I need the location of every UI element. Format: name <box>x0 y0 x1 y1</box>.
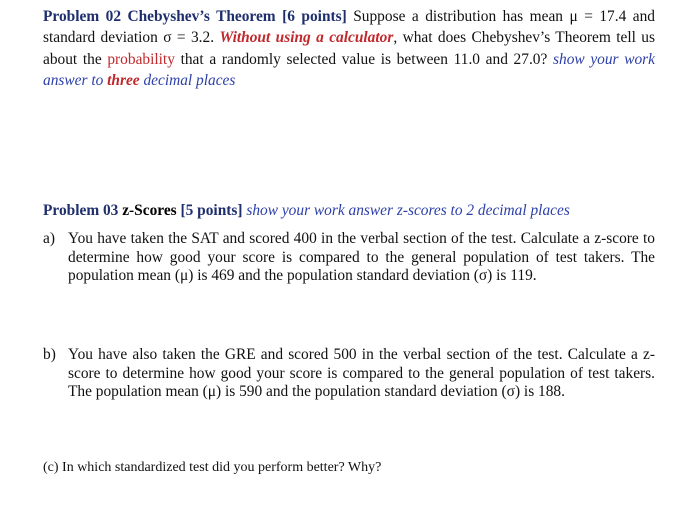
problem-02-heading: Problem 02 Chebyshev’s Theorem [6 points] <box>43 8 347 25</box>
problem-02-line-1 <box>43 6 655 27</box>
problem-02-line-4 <box>43 70 655 91</box>
part-b-text <box>68 346 655 402</box>
part-c-text: (c) In which standardized test did you perform better? Why? <box>43 460 382 475</box>
part-a-line-2: determine how good your score is compared to the general population of test takers. The <box>68 248 655 266</box>
probability-word: probability <box>107 50 175 68</box>
part-b-label: b) <box>43 346 56 363</box>
part-a-label: a) <box>43 230 55 247</box>
problem-03-points: [5 points] <box>180 202 243 219</box>
problem-02-sd-text: standard deviation σ = 3.2. <box>43 29 220 47</box>
problem-02-about-text: about the <box>43 50 108 68</box>
problem-03-number: Problem 03 <box>43 202 119 219</box>
three-decimal-emphasis: three <box>107 72 140 90</box>
problem-02-line-2 <box>43 27 655 48</box>
problem-02-range-text: that a randomly selected value is between 11.0 and 27.0? <box>174 50 554 68</box>
problem-03-heading-line <box>43 200 655 221</box>
part-a-text <box>68 230 655 286</box>
part-a-line-1: You have taken the SAT and scored 400 in the verbal section of the test. Calculate a z-score to <box>68 230 655 247</box>
part-a-line-3: population mean (μ) is 469 and the population standard deviation (σ) is 119. <box>68 267 537 285</box>
problem-03-heading <box>43 200 655 221</box>
no-calculator-emphasis: Without using a calculator <box>219 29 394 47</box>
show-work-instruction: show your work <box>553 50 656 68</box>
problem-02-mean-text: Suppose a distribution has mean μ = 17.4 and <box>346 8 655 25</box>
problem-03-instruction: show your work answer z-scores to 2 decimal places <box>242 202 570 219</box>
problem-02-question-text: , what does Chebyshev’s Theorem tell us <box>393 29 655 47</box>
part-b-line-2: score to determine how good your score is compared to the general population of test takers. <box>68 364 655 382</box>
part-a <box>43 230 655 286</box>
part-c <box>43 459 655 478</box>
problem-02-line-3 <box>43 49 655 70</box>
answer-to-text: answer to <box>43 72 108 90</box>
part-b <box>43 346 655 402</box>
part-b-line-3: The population mean (μ) is 590 and the population standard deviation (σ) is 188. <box>68 383 565 401</box>
decimal-places-text: decimal places <box>139 72 236 90</box>
problem-03-title: z-Scores <box>118 202 181 219</box>
problem-02 <box>43 6 655 92</box>
part-b-line-1: You have also taken the GRE and scored 500 in the verbal section of the test. Calculate a z- <box>68 346 655 363</box>
